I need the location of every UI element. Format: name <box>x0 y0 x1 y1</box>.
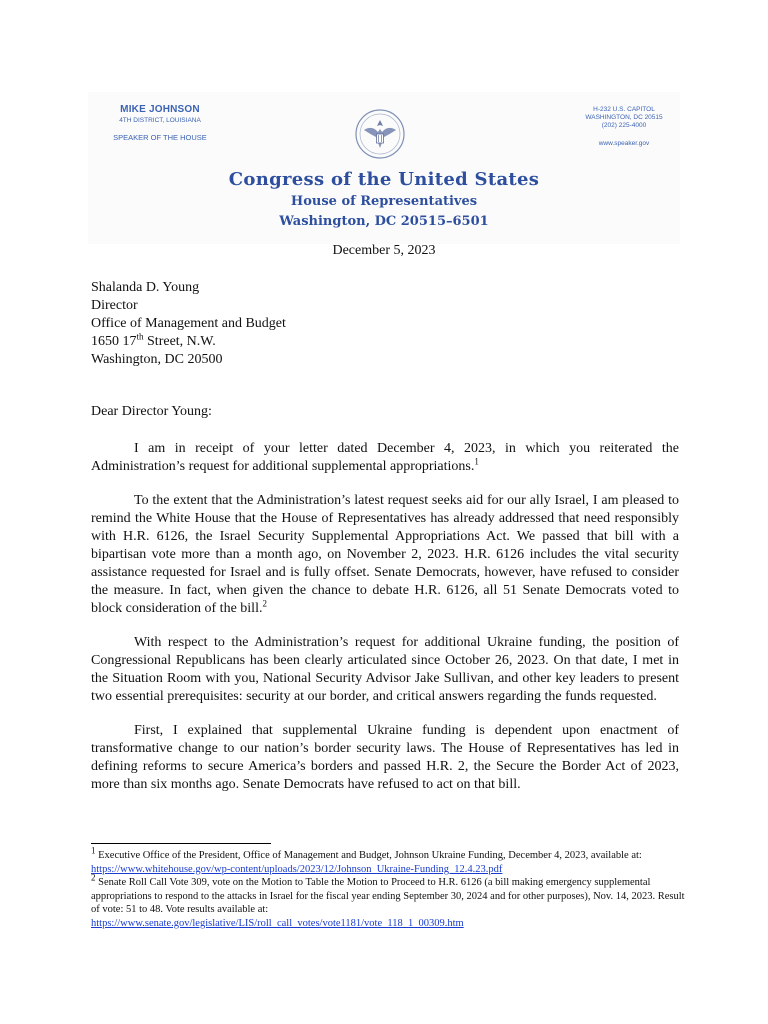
body-paragraph <box>91 634 679 706</box>
footnote-link[interactable]: https://www.whitehouse.gov/wp-content/uploads/2023/12/Johnson_Ukraine-Funding_12.4.23.pdf <box>91 863 503 875</box>
footnote-link[interactable]: https://www.senate.gov/legislative/LIS/roll_call_votes/vote1181/vote_118_1_00309.htm <box>91 917 464 929</box>
paragraph-text: With respect to the Administration’s request for additional Ukraine funding, the position of Congressional Republicans has been clearly articulated since October 26, 2023. On that date, I met in the Situation Room with you, National Security Advisor Jake Sullivan, and other key leaders to present two essential prerequisites: security at our border, and critical answers regarding the funds requested. <box>91 635 679 704</box>
sender-role: SPEAKER OF THE HOUSE <box>113 133 207 142</box>
sender-district: 4TH DISTRICT, LOUISIANA <box>119 117 201 124</box>
street-ordinal: th <box>136 331 144 342</box>
paragraph-text: To the extent that the Administration’s latest request seeks aid for our ally Israel, I am pleased to remind the White House that the House of Representatives has already addressed that need responsibly with H.R. 6126, the Israel Security Supplemental Appropriations Act. We passed that bill with a bipartisan vote more than a month ago, on November 2, 2023. H.R. 6126 includes the vital security assistance requested for Israel and is fully offset. Senate Democrats, however, have refused to consider the measure. In fact, when given the chance to debate H.R. 6126, all 51 Senate Democrats voted to block consideration of the bill. <box>91 493 679 616</box>
footnote-marker: 2 <box>262 598 267 609</box>
recipient-name: Shalanda D. Young <box>91 280 200 295</box>
recipient-title: Director <box>91 298 138 313</box>
footnote-divider <box>91 843 271 844</box>
footnote-text: Executive Office of the President, Office of Management and Budget, Johnson Ukraine Funding, December 4, 2023, available at: <box>98 850 642 861</box>
office-phone: (202) 225-4000 <box>601 122 647 129</box>
letterhead-title: Congress of the United States <box>228 169 540 190</box>
sender-name: MIKE JOHNSON <box>120 104 200 115</box>
body-paragraph <box>91 722 679 794</box>
footnote-number: 1 <box>91 845 96 856</box>
footnote-text: Senate Roll Call Vote 309, vote on the Motion to Table the Motion to Proceed to H.R. 6126 (a bill making emergency supplemental appropriations to respond to the attacks in Israel for the fiscal year ending September 30, 2024 and for other purposes), Nov. 14, 2023. Result of vote: 51 to 48. Vote results available at: <box>91 877 685 915</box>
letterhead-left-block <box>100 104 220 142</box>
recipient-street <box>91 333 286 351</box>
paragraph-text: First, I explained that supplemental Ukraine funding is dependent upon enactment of transformative change to our nation’s border security laws. The House of Representatives has led in defining reforms to secure America’s borders and passed H.R. 2, the Secure the Border Act of 2023, more than six months ago. Senate Democrats have refused to act on that bill. <box>91 723 679 792</box>
letterhead-right-block <box>572 106 676 148</box>
letter-date: December 5, 2023 <box>332 243 436 258</box>
letter-body <box>91 440 679 810</box>
recipient-address <box>91 279 286 369</box>
footnote-item <box>91 845 691 876</box>
paragraph-text: I am in receipt of your letter dated December 4, 2023, in which you reiterated the Administration’s request for additional supplemental appropriations. <box>91 441 679 474</box>
street-number: 1650 17 <box>91 334 137 349</box>
footnotes <box>91 845 691 930</box>
recipient-office: Office of Management and Budget <box>91 316 286 331</box>
footnote-item <box>91 872 691 930</box>
house-seal-icon <box>354 108 406 160</box>
footnote-number: 2 <box>91 872 96 883</box>
office-website: www.speaker.gov <box>598 140 650 147</box>
office-address-line2: WASHINGTON, DC 20515 <box>585 114 663 121</box>
salutation: Dear Director Young: <box>91 404 212 419</box>
footnote-marker: 1 <box>474 456 479 467</box>
body-paragraph <box>91 440 679 476</box>
street-name: Street, N.W. <box>143 334 216 349</box>
office-address-line1: H-232 U.S. CAPITOL <box>593 106 655 113</box>
recipient-city: Washington, DC 20500 <box>91 352 223 367</box>
letterhead-subtitle: House of Representatives <box>290 194 478 209</box>
body-paragraph <box>91 492 679 618</box>
letterhead-city-line: Washington, DC 20515–6501 <box>279 214 489 229</box>
